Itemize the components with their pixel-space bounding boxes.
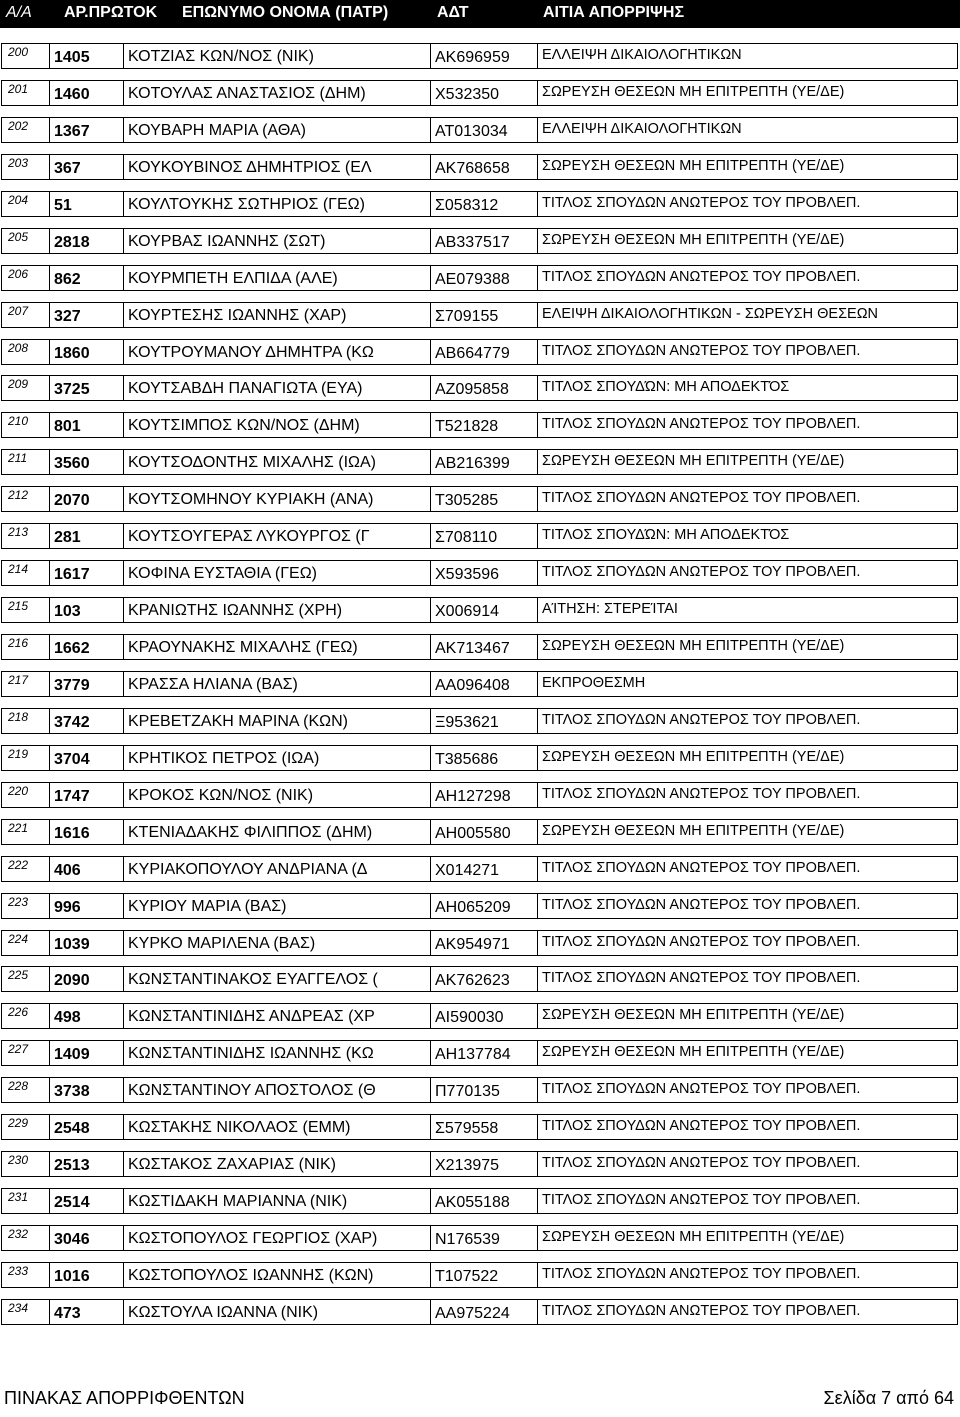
table-row (0, 371, 960, 408)
row-reason: ΕΛΕΙΨΗ ΔΙΚΑΙΟΛΟΓΗΤΙΚΩΝ - ΣΩΡΕΥΣΗ ΘΕΣΕΩΝ (538, 302, 958, 328)
row-name: ΚΥΡΙΑΚΟΠΟΥΛΟΥ ΑΝΔΡΙΑΝΑ (Δ (124, 856, 431, 882)
table-row (0, 224, 960, 261)
row-ar-protok: 3742 (49, 708, 124, 734)
row-reason: ΤΙΤΛΟΣ ΣΠΟΥΔΩΝ ΑΝΩΤΕΡΟΣ ΤΟΥ ΠΡΟΒΛΕΠ. (538, 966, 958, 992)
row-aa: 205 (1, 228, 49, 254)
row-aa: 217 (1, 671, 49, 697)
header-ar-protok: ΑΡ.ΠΡΩΤΟΚ (64, 4, 158, 21)
row-reason: ΤΙΤΛΟΣ ΣΠΟΥΔΩΝ ΑΝΩΤΕΡΟΣ ΤΟΥ ΠΡΟΒΛΕΠ. (538, 191, 958, 217)
row-name: ΚΩΣΤΙΔΑΚΗ ΜΑΡΙΑΝΝΑ (ΝΙΚ) (124, 1188, 431, 1214)
footer-title: ΠΙΝΑΚΑΣ ΑΠΟΡΡΙΦΘΕΝΤΩΝ (4, 1388, 245, 1408)
row-reason: ΤΙΤΛΟΣ ΣΠΟΥΔΩΝ ΑΝΩΤΕΡΟΣ ΤΟΥ ΠΡΟΒΛΕΠ. (538, 560, 958, 586)
row-reason: ΣΩΡΕΥΣΗ ΘΕΣΕΩΝ ΜΗ ΕΠΙΤΡΕΠΤΗ (ΥΕ/ΔΕ) (538, 634, 958, 660)
header-adt: ΑΔΤ (437, 4, 469, 21)
row-adt: ΑΙ590030 (431, 1003, 538, 1029)
row-reason: ΤΙΤΛΟΣ ΣΠΟΥΔΩΝ ΑΝΩΤΕΡΟΣ ΤΟΥ ΠΡΟΒΛΕΠ. (538, 412, 958, 438)
row-aa: 221 (1, 819, 49, 845)
row-aa: 226 (1, 1003, 49, 1029)
row-adt: ΑΖ095858 (431, 375, 538, 401)
row-aa: 225 (1, 966, 49, 992)
row-reason: ΕΛΛΕΙΨΗ ΔΙΚΑΙΟΛΟΓΗΤΙΚΩΝ (538, 43, 958, 69)
row-reason: ΤΙΤΛΟΣ ΣΠΟΥΔΩΝ ΑΝΩΤΕΡΟΣ ΤΟΥ ΠΡΟΒΛΕΠ. (538, 1262, 958, 1288)
row-name: ΚΩΣΤΟΠΟΥΛΟΣ ΓΕΩΡΓΙΟΣ (ΧΑΡ) (124, 1225, 431, 1251)
row-adt: Σ058312 (431, 191, 538, 217)
row-adt: ΑΒ337517 (431, 228, 538, 254)
row-name: ΚΩΣΤΟΥΛΑ ΙΩΑΝΝΑ (ΝΙΚ) (124, 1299, 431, 1325)
row-name: ΚΤΕΝΙΑΔΑΚΗΣ ΦΙΛΙΠΠΟΣ (ΔΗΜ) (124, 819, 431, 845)
row-ar-protok: 1662 (49, 634, 124, 660)
row-adt: Τ385686 (431, 745, 538, 771)
row-ar-protok: 1860 (49, 339, 124, 365)
row-reason: ΤΙΤΛΟΣ ΣΠΟΥΔΩΝ ΑΝΩΤΕΡΟΣ ΤΟΥ ΠΡΟΒΛΕΠ. (538, 1077, 958, 1103)
row-ar-protok: 1747 (49, 782, 124, 808)
table-row (0, 76, 960, 113)
table-row (0, 852, 960, 889)
row-name: ΚΟΥΤΣΟΜΗΝΟΥ ΚΥΡΙΑΚΗ (ΑΝΑ) (124, 486, 431, 512)
row-ar-protok: 327 (49, 302, 124, 328)
row-ar-protok: 2513 (49, 1151, 124, 1177)
table-row (0, 113, 960, 150)
row-ar-protok: 996 (49, 893, 124, 919)
row-adt: Σ579558 (431, 1114, 538, 1140)
row-aa: 219 (1, 745, 49, 771)
row-adt: ΑΗ005580 (431, 819, 538, 845)
row-reason: ΑΊΤΗΣΗ: ΣΤΕΡΕΊΤΑΙ (538, 597, 958, 623)
row-ar-protok: 2070 (49, 486, 124, 512)
table-row (0, 1258, 960, 1295)
row-ar-protok: 498 (49, 1003, 124, 1029)
row-aa: 201 (1, 80, 49, 106)
row-reason: ΕΚΠΡΟΘΕΣΜΗ (538, 671, 958, 697)
table-row (0, 1147, 960, 1184)
row-aa: 228 (1, 1077, 49, 1103)
row-aa: 222 (1, 856, 49, 882)
table-row (0, 926, 960, 963)
row-adt: Χ006914 (431, 597, 538, 623)
table-header (0, 0, 960, 28)
table-row (0, 335, 960, 372)
table-row (0, 298, 960, 335)
table-row (0, 1221, 960, 1258)
row-adt: ΑΚ713467 (431, 634, 538, 660)
row-aa: 234 (1, 1299, 49, 1325)
row-adt: ΑΚ954971 (431, 930, 538, 956)
row-reason: ΤΙΤΛΟΣ ΣΠΟΥΔΩΝ ΑΝΩΤΕΡΟΣ ΤΟΥ ΠΡΟΒΛΕΠ. (538, 339, 958, 365)
table-row (0, 889, 960, 926)
row-reason: ΤΙΤΛΟΣ ΣΠΟΥΔΩΝ ΑΝΩΤΕΡΟΣ ΤΟΥ ΠΡΟΒΛΕΠ. (538, 1188, 958, 1214)
table-row (0, 630, 960, 667)
row-ar-protok: 1616 (49, 819, 124, 845)
row-aa: 232 (1, 1225, 49, 1251)
row-adt: ΑΕ079388 (431, 265, 538, 291)
row-reason: ΣΩΡΕΥΣΗ ΘΕΣΕΩΝ ΜΗ ΕΠΙΤΡΕΠΤΗ (ΥΕ/ΔΕ) (538, 449, 958, 475)
row-ar-protok: 1016 (49, 1262, 124, 1288)
table-row (0, 1184, 960, 1221)
table-row (0, 962, 960, 999)
row-ar-protok: 1409 (49, 1040, 124, 1066)
row-adt: ΑΚ055188 (431, 1188, 538, 1214)
row-adt: ΑΚ768658 (431, 154, 538, 180)
row-reason: ΤΙΤΛΟΣ ΣΠΟΥΔΏΝ: ΜΗ ΑΠΟΔΕΚΤΌΣ (538, 375, 958, 401)
row-adt: ΑΤ013034 (431, 117, 538, 143)
row-ar-protok: 281 (49, 523, 124, 549)
row-aa: 206 (1, 265, 49, 291)
header-reason: ΑΙΤΙΑ ΑΠΟΡΡΙΨΗΣ (543, 4, 685, 21)
row-name: ΚΩΝΣΤΑΝΤΙΝΑΚΟΣ ΕΥΑΓΓΕΛΟΣ ( (124, 966, 431, 992)
row-adt: ΑΑ975224 (431, 1299, 538, 1325)
row-adt: ΑΗ127298 (431, 782, 538, 808)
row-aa: 208 (1, 339, 49, 365)
row-aa: 203 (1, 154, 49, 180)
row-adt: ΑΒ216399 (431, 449, 538, 475)
row-aa: 233 (1, 1262, 49, 1288)
row-adt: Χ014271 (431, 856, 538, 882)
row-ar-protok: 3738 (49, 1077, 124, 1103)
row-reason: ΤΙΤΛΟΣ ΣΠΟΥΔΩΝ ΑΝΩΤΕΡΟΣ ΤΟΥ ΠΡΟΒΛΕΠ. (538, 708, 958, 734)
row-aa: 227 (1, 1040, 49, 1066)
row-aa: 202 (1, 117, 49, 143)
row-aa: 231 (1, 1188, 49, 1214)
table-row (0, 1073, 960, 1110)
row-aa: 230 (1, 1151, 49, 1177)
row-ar-protok: 3046 (49, 1225, 124, 1251)
row-ar-protok: 1405 (49, 43, 124, 69)
row-name: ΚΡΑΝΙΩΤΗΣ ΙΩΑΝΝΗΣ (ΧΡΗ) (124, 597, 431, 623)
row-aa: 209 (1, 375, 49, 401)
row-reason: ΤΙΤΛΟΣ ΣΠΟΥΔΩΝ ΑΝΩΤΕΡΟΣ ΤΟΥ ΠΡΟΒΛΕΠ. (538, 893, 958, 919)
table-row (0, 667, 960, 704)
row-reason: ΤΙΤΛΟΣ ΣΠΟΥΔΩΝ ΑΝΩΤΕΡΟΣ ΤΟΥ ΠΡΟΒΛΕΠ. (538, 856, 958, 882)
row-aa: 216 (1, 634, 49, 660)
table-row (0, 778, 960, 815)
row-name: ΚΟΥΡΜΠΕΤΗ ΕΛΠΙΔΑ (ΑΛΕ) (124, 265, 431, 291)
rejections-table (0, 39, 960, 1332)
row-aa: 215 (1, 597, 49, 623)
table-row (0, 1295, 960, 1332)
row-ar-protok: 2818 (49, 228, 124, 254)
row-name: ΚΩΝΣΤΑΝΤΙΝΙΔΗΣ ΙΩΑΝΝΗΣ (ΚΩ (124, 1040, 431, 1066)
row-adt: Σ709155 (431, 302, 538, 328)
row-reason: ΣΩΡΕΥΣΗ ΘΕΣΕΩΝ ΜΗ ΕΠΙΤΡΕΠΤΗ (ΥΕ/ΔΕ) (538, 745, 958, 771)
table-row (0, 1110, 960, 1147)
row-ar-protok: 1367 (49, 117, 124, 143)
row-adt: ΑΑ096408 (431, 671, 538, 697)
row-adt: ΑΗ065209 (431, 893, 538, 919)
row-name: ΚΡΑΣΣΑ ΗΛΙΑΝΑ (ΒΑΣ) (124, 671, 431, 697)
row-reason: ΣΩΡΕΥΣΗ ΘΕΣΕΩΝ ΜΗ ΕΠΙΤΡΕΠΤΗ (ΥΕ/ΔΕ) (538, 80, 958, 106)
row-name: ΚΩΝΣΤΑΝΤΙΝΟΥ ΑΠΟΣΤΟΛΟΣ (Θ (124, 1077, 431, 1103)
row-name: ΚΟΥΤΣΑΒΔΗ ΠΑΝΑΓΙΩΤΑ (ΕΥΑ) (124, 375, 431, 401)
row-reason: ΣΩΡΕΥΣΗ ΘΕΣΕΩΝ ΜΗ ΕΠΙΤΡΕΠΤΗ (ΥΕ/ΔΕ) (538, 228, 958, 254)
row-aa: 210 (1, 412, 49, 438)
row-ar-protok: 3779 (49, 671, 124, 697)
row-aa: 211 (1, 449, 49, 475)
row-adt: Τ305285 (431, 486, 538, 512)
row-name: ΚΟΥΒΑΡΗ ΜΑΡΙΑ (ΑΘΑ) (124, 117, 431, 143)
row-ar-protok: 1617 (49, 560, 124, 586)
row-adt: Ν176539 (431, 1225, 538, 1251)
table-row (0, 445, 960, 482)
row-ar-protok: 406 (49, 856, 124, 882)
row-name: ΚΟΤΖΙΑΣ ΚΩΝ/ΝΟΣ (ΝΙΚ) (124, 43, 431, 69)
table-row (0, 1036, 960, 1073)
row-adt: ΑΒ664779 (431, 339, 538, 365)
row-name: ΚΥΡΙΟΥ ΜΑΡΙΑ (ΒΑΣ) (124, 893, 431, 919)
table-row (0, 150, 960, 187)
row-reason: ΕΛΛΕΙΨΗ ΔΙΚΑΙΟΛΟΓΗΤΙΚΩΝ (538, 117, 958, 143)
row-ar-protok: 473 (49, 1299, 124, 1325)
row-adt: Ξ953621 (431, 708, 538, 734)
row-adt: Τ107522 (431, 1262, 538, 1288)
row-name: ΚΩΣΤΟΠΟΥΛΟΣ ΙΩΑΝΝΗΣ (ΚΩΝ) (124, 1262, 431, 1288)
row-ar-protok: 1039 (49, 930, 124, 956)
row-reason: ΣΩΡΕΥΣΗ ΘΕΣΕΩΝ ΜΗ ΕΠΙΤΡΕΠΤΗ (ΥΕ/ΔΕ) (538, 154, 958, 180)
row-aa: 220 (1, 782, 49, 808)
row-ar-protok: 2090 (49, 966, 124, 992)
table-row (0, 556, 960, 593)
page-number: Σελίδα 7 από 64 (823, 1388, 954, 1408)
row-aa: 207 (1, 302, 49, 328)
row-ar-protok: 862 (49, 265, 124, 291)
row-aa: 223 (1, 893, 49, 919)
row-adt: Χ213975 (431, 1151, 538, 1177)
row-reason: ΤΙΤΛΟΣ ΣΠΟΥΔΏΝ: ΜΗ ΑΠΟΔΕΚΤΌΣ (538, 523, 958, 549)
row-name: ΚΟΥΡΒΑΣ ΙΩΑΝΝΗΣ (ΣΩΤ) (124, 228, 431, 254)
row-reason: ΤΙΤΛΟΣ ΣΠΟΥΔΩΝ ΑΝΩΤΕΡΟΣ ΤΟΥ ΠΡΟΒΛΕΠ. (538, 930, 958, 956)
row-adt: Π770135 (431, 1077, 538, 1103)
row-name: ΚΟΥΤΣΟΔΟΝΤΗΣ ΜΙΧΑΛΗΣ (ΙΩΑ) (124, 449, 431, 475)
row-name: ΚΩΝΣΤΑΝΤΙΝΙΔΗΣ ΑΝΔΡΕΑΣ (ΧΡ (124, 1003, 431, 1029)
row-name: ΚΟΥΚΟΥΒΙΝΟΣ ΔΗΜΗΤΡΙΟΣ (ΕΛ (124, 154, 431, 180)
row-adt: ΑΚ762623 (431, 966, 538, 992)
row-reason: ΤΙΤΛΟΣ ΣΠΟΥΔΩΝ ΑΝΩΤΕΡΟΣ ΤΟΥ ΠΡΟΒΛΕΠ. (538, 1151, 958, 1177)
table-row (0, 999, 960, 1036)
row-name: ΚΡΟΚΟΣ ΚΩΝ/ΝΟΣ (ΝΙΚ) (124, 782, 431, 808)
row-ar-protok: 2548 (49, 1114, 124, 1140)
row-reason: ΣΩΡΕΥΣΗ ΘΕΣΕΩΝ ΜΗ ΕΠΙΤΡΕΠΤΗ (ΥΕ/ΔΕ) (538, 819, 958, 845)
row-aa: 218 (1, 708, 49, 734)
row-ar-protok: 367 (49, 154, 124, 180)
row-reason: ΤΙΤΛΟΣ ΣΠΟΥΔΩΝ ΑΝΩΤΕΡΟΣ ΤΟΥ ΠΡΟΒΛΕΠ. (538, 265, 958, 291)
table-row (0, 741, 960, 778)
row-aa: 212 (1, 486, 49, 512)
row-reason: ΣΩΡΕΥΣΗ ΘΕΣΕΩΝ ΜΗ ΕΠΙΤΡΕΠΤΗ (ΥΕ/ΔΕ) (538, 1040, 958, 1066)
row-ar-protok: 2514 (49, 1188, 124, 1214)
row-reason: ΤΙΤΛΟΣ ΣΠΟΥΔΩΝ ΑΝΩΤΕΡΟΣ ΤΟΥ ΠΡΟΒΛΕΠ. (538, 486, 958, 512)
row-ar-protok: 801 (49, 412, 124, 438)
row-name: ΚΟΥΛΤΟΥΚΗΣ ΣΩΤΗΡΙΟΣ (ΓΕΩ) (124, 191, 431, 217)
row-aa: 224 (1, 930, 49, 956)
row-ar-protok: 103 (49, 597, 124, 623)
table-row (0, 408, 960, 445)
row-aa: 204 (1, 191, 49, 217)
row-adt: Τ521828 (431, 412, 538, 438)
row-name: ΚΥΡΚΟ ΜΑΡΙΛΕΝΑ (ΒΑΣ) (124, 930, 431, 956)
row-name: ΚΡΕΒΕΤΖΑΚΗ ΜΑΡΙΝΑ (ΚΩΝ) (124, 708, 431, 734)
row-aa: 213 (1, 523, 49, 549)
row-ar-protok: 3725 (49, 375, 124, 401)
row-adt: Χ532350 (431, 80, 538, 106)
table-row (0, 593, 960, 630)
row-aa: 214 (1, 560, 49, 586)
row-adt: Χ593596 (431, 560, 538, 586)
table-row (0, 261, 960, 298)
table-row (0, 187, 960, 224)
header-name: ΕΠΩΝΥΜΟ ΟΝΟΜΑ (ΠΑΤΡ) (182, 4, 389, 21)
row-name: ΚΟΦΙΝΑ ΕΥΣΤΑΘΙΑ (ΓΕΩ) (124, 560, 431, 586)
row-name: ΚΩΣΤΑΚΗΣ ΝΙΚΟΛΑΟΣ (ΕΜΜ) (124, 1114, 431, 1140)
row-aa: 229 (1, 1114, 49, 1140)
row-name: ΚΩΣΤΑΚΟΣ ΖΑΧΑΡΙΑΣ (ΝΙΚ) (124, 1151, 431, 1177)
row-ar-protok: 3560 (49, 449, 124, 475)
row-name: ΚΡΗΤΙΚΟΣ ΠΕΤΡΟΣ (ΙΩΑ) (124, 745, 431, 771)
row-ar-protok: 1460 (49, 80, 124, 106)
row-aa: 200 (1, 43, 49, 69)
row-reason: ΤΙΤΛΟΣ ΣΠΟΥΔΩΝ ΑΝΩΤΕΡΟΣ ΤΟΥ ΠΡΟΒΛΕΠ. (538, 1299, 958, 1325)
row-reason: ΣΩΡΕΥΣΗ ΘΕΣΕΩΝ ΜΗ ΕΠΙΤΡΕΠΤΗ (ΥΕ/ΔΕ) (538, 1225, 958, 1251)
table-row (0, 704, 960, 741)
row-ar-protok: 51 (49, 191, 124, 217)
row-adt: ΑΚ696959 (431, 43, 538, 69)
row-name: ΚΟΥΤΣΙΜΠΟΣ ΚΩΝ/ΝΟΣ (ΔΗΜ) (124, 412, 431, 438)
table-row (0, 39, 960, 76)
table-row (0, 815, 960, 852)
row-name: ΚΟΥΡΤΕΣΗΣ ΙΩΑΝΝΗΣ (ΧΑΡ) (124, 302, 431, 328)
table-row (0, 519, 960, 556)
row-reason: ΤΙΤΛΟΣ ΣΠΟΥΔΩΝ ΑΝΩΤΕΡΟΣ ΤΟΥ ΠΡΟΒΛΕΠ. (538, 1114, 958, 1140)
row-adt: Σ708110 (431, 523, 538, 549)
row-reason: ΣΩΡΕΥΣΗ ΘΕΣΕΩΝ ΜΗ ΕΠΙΤΡΕΠΤΗ (ΥΕ/ΔΕ) (538, 1003, 958, 1029)
row-adt: ΑΗ137784 (431, 1040, 538, 1066)
row-name: ΚΟΥΤΣΟΥΓΕΡΑΣ ΛΥΚΟΥΡΓΟΣ (Γ (124, 523, 431, 549)
row-reason: ΤΙΤΛΟΣ ΣΠΟΥΔΩΝ ΑΝΩΤΕΡΟΣ ΤΟΥ ΠΡΟΒΛΕΠ. (538, 782, 958, 808)
row-ar-protok: 3704 (49, 745, 124, 771)
table-row (0, 482, 960, 519)
row-name: ΚΟΤΟΥΛΑΣ ΑΝΑΣΤΑΣΙΟΣ (ΔΗΜ) (124, 80, 431, 106)
row-name: ΚΟΥΤΡΟΥΜΑΝΟΥ ΔΗΜΗΤΡΑ (ΚΩ (124, 339, 431, 365)
header-aa: A/A (6, 4, 32, 21)
row-name: ΚΡΑΟΥΝΑΚΗΣ ΜΙΧΑΛΗΣ (ΓΕΩ) (124, 634, 431, 660)
